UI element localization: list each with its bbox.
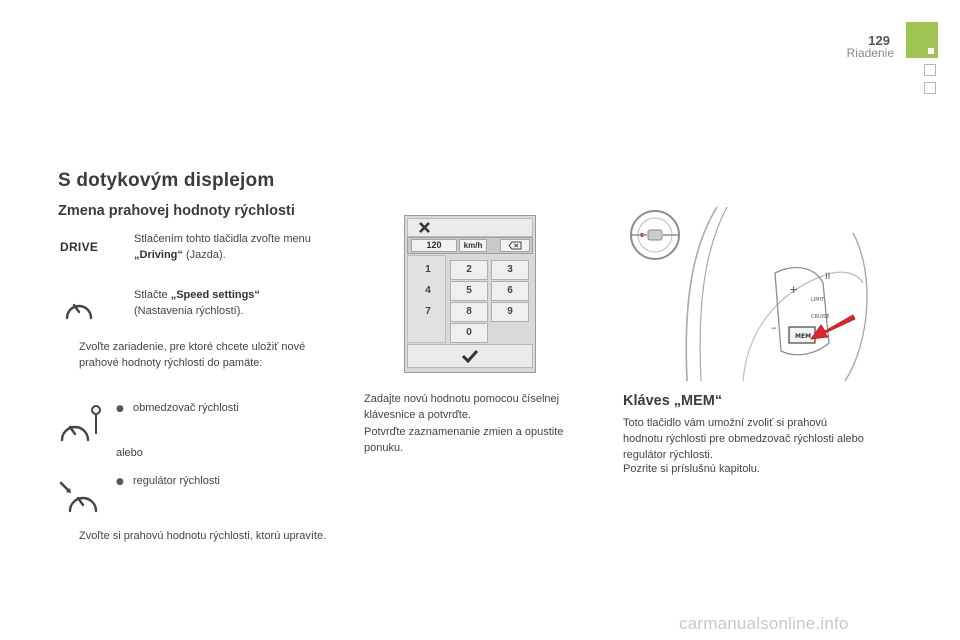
- backspace-icon: [508, 241, 522, 250]
- key-2[interactable]: 2: [450, 260, 488, 280]
- key-4[interactable]: 4: [425, 285, 431, 296]
- step-choose-threshold: Zvoľte si prahovú hodnotu rýchlosti, ktorú upravíte.: [79, 530, 327, 542]
- step-choose-device: Zvoľte zariadenie, pre ktoré chcete uložiť nové prahové hodnoty rýchlosti do pamäte:: [79, 341, 306, 369]
- close-icon[interactable]: [418, 221, 431, 234]
- keypad-screen: [404, 215, 536, 373]
- section-label: Riadenie: [846, 46, 894, 60]
- svg-text:+: +: [789, 283, 799, 296]
- backspace-button[interactable]: [500, 239, 530, 252]
- keypad-entry-row: [407, 237, 533, 254]
- key-9[interactable]: 9: [491, 302, 529, 322]
- steering-wheel-illustration: [625, 203, 875, 383]
- cruise-button-label: CRUISE: [811, 314, 830, 320]
- alebo-text: alebo: [116, 447, 143, 459]
- option-cruise-control: regulátor rýchlosti: [133, 475, 220, 487]
- unit-label: km/h: [459, 239, 487, 252]
- watermark: carmanualsonline.info: [679, 614, 849, 633]
- chapter-marker: [924, 82, 936, 94]
- step-enter-value: Zadajte novú hodnotu pomocou číselnej klávesnice a potvrďte.: [364, 393, 560, 421]
- step-confirm-exit: Potvrďte zaznamenanie zmien a opustite ponuku.: [364, 426, 564, 454]
- confirm-button[interactable]: [407, 344, 533, 368]
- svg-text:–: –: [771, 321, 777, 334]
- page-number: 129: [868, 33, 890, 48]
- key-3[interactable]: 3: [491, 260, 529, 280]
- cruise-control-icon: [58, 480, 100, 516]
- mem-title: Kláves „MEM“: [623, 393, 723, 409]
- mem-reference: Pozrite si príslušnú kapitolu.: [623, 463, 760, 475]
- key-5[interactable]: 5: [450, 281, 488, 301]
- key-8[interactable]: 8: [450, 302, 488, 322]
- option-speed-limiter: obmedzovač rýchlosti: [133, 402, 239, 414]
- section-subtitle: Zmena prahovej hodnoty rýchlosti: [58, 203, 295, 219]
- step-speed-settings: Stlačte „Speed settings“ (Nastavenia rýchlostí).: [134, 289, 260, 317]
- speedometer-icon: [63, 294, 95, 324]
- option-bullet: ●: [116, 477, 124, 487]
- keypad-header: [407, 218, 533, 237]
- key-0[interactable]: 0: [450, 323, 488, 343]
- key-1[interactable]: 1: [425, 264, 431, 275]
- mem-description: Toto tlačidlo vám umožní zvoliť si prahovú hodnotu rýchlosti pre obmedzovač rýchlosti alebo regulátor rýchlosti.: [623, 417, 864, 461]
- speed-value-field[interactable]: 120: [411, 239, 457, 252]
- chapter-marker: [924, 64, 936, 76]
- drive-button-label: DRIVE: [60, 240, 99, 254]
- checkmark-icon: [461, 349, 479, 363]
- chapter-tab: [906, 22, 938, 58]
- steering-wheel-inset: [631, 211, 679, 259]
- mem-button-label: MEM: [795, 333, 812, 340]
- step-select-driving: Stlačením tohto tlačidla zvoľte menu „Driving“ (Jazda).: [134, 233, 311, 261]
- speed-limiter-icon: [58, 402, 104, 446]
- svg-text:II: II: [825, 272, 831, 282]
- limit-button-label: LIMIT: [811, 297, 825, 303]
- option-bullet: ●: [116, 404, 124, 414]
- page-title: S dotykovým displejom: [58, 170, 275, 191]
- key-6[interactable]: 6: [491, 281, 529, 301]
- key-7[interactable]: 7: [425, 306, 431, 317]
